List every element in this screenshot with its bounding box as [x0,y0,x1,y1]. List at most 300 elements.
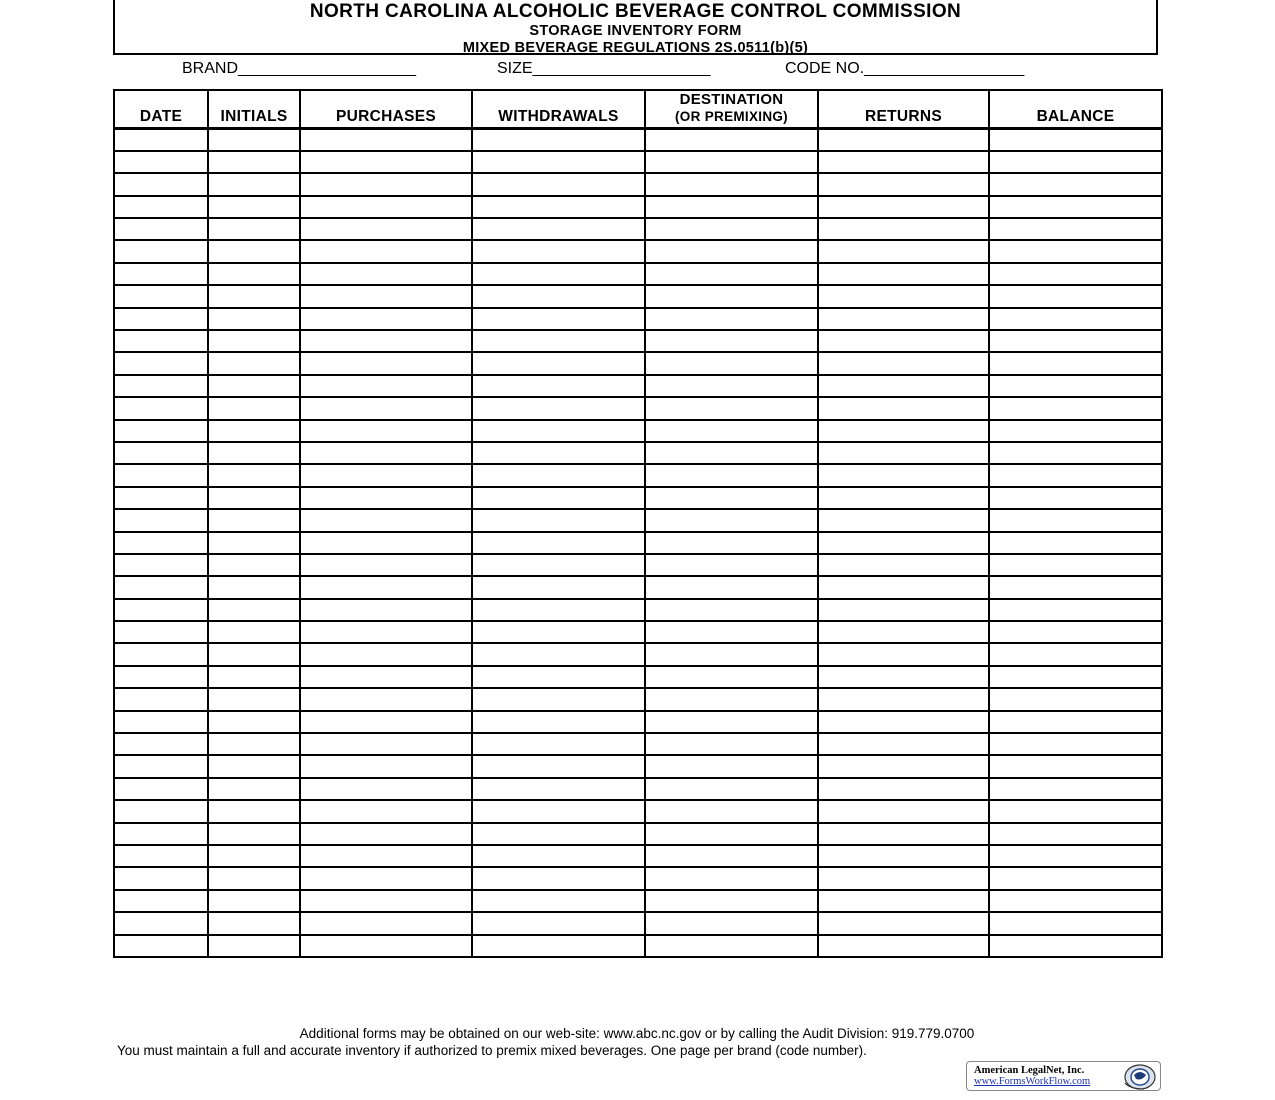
table-cell[interactable] [114,330,208,352]
table-cell[interactable] [989,173,1162,195]
table-cell[interactable] [472,129,645,151]
table-cell[interactable] [645,778,818,800]
table-cell[interactable] [645,308,818,330]
table-cell[interactable] [114,218,208,240]
table-row [114,352,1162,374]
table-cell[interactable] [472,263,645,285]
table-cell[interactable] [300,352,472,374]
table-cell[interactable] [300,464,472,486]
table-cell[interactable] [208,330,300,352]
table-cell[interactable] [645,263,818,285]
table-cell[interactable] [114,599,208,621]
table-cell[interactable] [300,129,472,151]
table-cell[interactable] [818,464,989,486]
table-cell[interactable] [472,711,645,733]
table-cell[interactable] [300,442,472,464]
table-cell[interactable] [208,711,300,733]
table-cell[interactable] [818,420,989,442]
table-cell[interactable] [208,151,300,173]
table-cell[interactable] [818,285,989,307]
table-cell[interactable] [208,196,300,218]
table-cell[interactable] [818,800,989,822]
table-cell[interactable] [645,576,818,598]
table-cell[interactable] [818,330,989,352]
table-cell[interactable] [472,532,645,554]
table-cell[interactable] [300,711,472,733]
table-cell[interactable] [818,173,989,195]
table-cell[interactable] [818,845,989,867]
table-body [114,129,1162,957]
table-cell[interactable] [114,196,208,218]
table-cell[interactable] [818,240,989,262]
table-cell[interactable] [472,912,645,934]
table-cell[interactable] [472,330,645,352]
table-cell[interactable] [114,151,208,173]
table-cell[interactable] [989,755,1162,777]
table-cell[interactable] [472,420,645,442]
table-cell[interactable] [300,599,472,621]
table-cell[interactable] [472,778,645,800]
table-cell[interactable] [989,890,1162,912]
table-cell[interactable] [645,711,818,733]
table-row [114,755,1162,777]
table-cell[interactable] [645,867,818,889]
table-cell[interactable] [989,935,1162,957]
table-cell[interactable] [818,823,989,845]
table-cell[interactable] [989,330,1162,352]
table-row [114,173,1162,195]
table-cell[interactable] [989,688,1162,710]
table-cell[interactable] [472,442,645,464]
column-header-withdrawals: WITHDRAWALS [472,90,645,129]
table-cell[interactable] [472,196,645,218]
table-cell[interactable] [645,420,818,442]
table-cell[interactable] [818,599,989,621]
table-cell[interactable] [645,554,818,576]
table-row [114,285,1162,307]
table-cell[interactable] [818,263,989,285]
table-cell[interactable] [300,912,472,934]
table-row [114,867,1162,889]
table-row [114,666,1162,688]
table-cell[interactable] [208,308,300,330]
table-cell[interactable] [300,375,472,397]
table-cell[interactable] [989,867,1162,889]
table-cell[interactable] [114,352,208,374]
column-header-returns: RETURNS [818,90,989,129]
table-cell[interactable] [472,576,645,598]
globe-icon [1120,1063,1158,1091]
table-cell[interactable] [114,576,208,598]
column-header-purchases: PURCHASES [300,90,472,129]
table-cell[interactable] [208,778,300,800]
table-cell[interactable] [645,240,818,262]
table-cell[interactable] [818,352,989,374]
table-cell[interactable] [114,755,208,777]
form-fields [182,59,1024,79]
table-cell[interactable] [472,688,645,710]
table-cell[interactable] [645,464,818,486]
table-cell[interactable] [818,196,989,218]
table-cell[interactable] [300,397,472,419]
table-cell[interactable] [114,845,208,867]
table-cell[interactable] [472,173,645,195]
table-row [114,935,1162,957]
table-cell[interactable] [208,576,300,598]
table-row [114,129,1162,151]
table-cell[interactable] [300,285,472,307]
column-header-initials: INITIALS [208,90,300,129]
table-row [114,800,1162,822]
table-row [114,487,1162,509]
table-cell[interactable] [818,308,989,330]
table-cell[interactable] [208,420,300,442]
table-cell[interactable] [300,151,472,173]
table-cell[interactable] [114,173,208,195]
table-cell[interactable] [208,666,300,688]
table-cell[interactable] [300,688,472,710]
table-cell[interactable] [300,576,472,598]
table-cell[interactable] [114,509,208,531]
table-cell[interactable] [300,823,472,845]
table-cell[interactable] [114,532,208,554]
table-cell[interactable] [472,464,645,486]
table-cell[interactable] [818,912,989,934]
table-cell[interactable] [208,733,300,755]
table-cell[interactable] [208,375,300,397]
table-cell[interactable] [114,643,208,665]
table-row [114,420,1162,442]
table-cell[interactable] [114,778,208,800]
table-cell[interactable] [989,778,1162,800]
table-cell[interactable] [300,733,472,755]
publisher-name: American LegalNet, Inc. [974,1065,1085,1076]
table-cell[interactable] [818,442,989,464]
table-cell[interactable] [818,375,989,397]
table-cell[interactable] [818,643,989,665]
table-cell[interactable] [300,532,472,554]
table-cell[interactable] [472,285,645,307]
table-cell[interactable] [208,397,300,419]
table-cell[interactable] [300,778,472,800]
table-cell[interactable] [114,800,208,822]
table-cell[interactable] [645,643,818,665]
table-cell[interactable] [989,733,1162,755]
table-cell[interactable] [208,285,300,307]
table-cell[interactable] [114,129,208,151]
table-cell[interactable] [818,867,989,889]
table-cell[interactable] [818,532,989,554]
table-cell[interactable] [114,823,208,845]
table-cell[interactable] [114,487,208,509]
table-cell[interactable] [818,733,989,755]
table-cell[interactable] [989,420,1162,442]
table-cell[interactable] [472,755,645,777]
table-cell[interactable] [208,352,300,374]
table-cell[interactable] [645,285,818,307]
table-cell[interactable] [208,890,300,912]
table-cell[interactable] [818,151,989,173]
table-cell[interactable] [472,151,645,173]
table-cell[interactable] [472,554,645,576]
table-cell[interactable] [208,755,300,777]
table-cell[interactable] [472,240,645,262]
table-cell[interactable] [114,935,208,957]
size-field[interactable]: SIZE____________________ [497,60,711,77]
table-cell[interactable] [114,420,208,442]
table-cell[interactable] [989,308,1162,330]
table-cell[interactable] [208,643,300,665]
table-cell[interactable] [208,218,300,240]
table-cell[interactable] [208,800,300,822]
table-row [114,464,1162,486]
destination-label: DESTINATION [679,91,784,108]
table-cell[interactable] [645,532,818,554]
table-cell[interactable] [114,867,208,889]
table-cell[interactable] [818,621,989,643]
table-cell[interactable] [208,599,300,621]
table-cell[interactable] [472,487,645,509]
table-cell[interactable] [208,487,300,509]
table-cell[interactable] [208,845,300,867]
table-cell[interactable] [300,845,472,867]
table-cell[interactable] [472,218,645,240]
table-cell[interactable] [472,935,645,957]
table-cell[interactable] [472,823,645,845]
table-cell[interactable] [472,867,645,889]
table-cell[interactable] [114,890,208,912]
table-cell[interactable] [645,442,818,464]
table-cell[interactable] [472,375,645,397]
table-cell[interactable] [300,867,472,889]
form-title: NORTH CAROLINA ALCOHOLIC BEVERAGE CONTROL COMMISSION [309,1,962,22]
table-cell[interactable] [300,621,472,643]
table-cell[interactable] [300,755,472,777]
table-cell[interactable] [989,397,1162,419]
table-row [114,532,1162,554]
table-cell[interactable] [818,711,989,733]
table-cell[interactable] [818,576,989,598]
table-cell[interactable] [300,890,472,912]
table-cell[interactable] [114,666,208,688]
table-cell[interactable] [472,352,645,374]
table-cell[interactable] [989,218,1162,240]
table-row [114,599,1162,621]
table-cell[interactable] [989,823,1162,845]
table-row [114,688,1162,710]
table-cell[interactable] [472,845,645,867]
table-cell[interactable] [989,240,1162,262]
table-cell[interactable] [989,576,1162,598]
table-cell[interactable] [645,129,818,151]
table-cell[interactable] [208,509,300,531]
table-cell[interactable] [114,464,208,486]
table-cell[interactable] [114,263,208,285]
table-cell[interactable] [208,823,300,845]
table-cell[interactable] [989,643,1162,665]
table-cell[interactable] [818,778,989,800]
table-cell[interactable] [114,375,208,397]
table-cell[interactable] [645,823,818,845]
table-row [114,263,1162,285]
table-cell[interactable] [114,733,208,755]
table-cell[interactable] [645,890,818,912]
table-cell[interactable] [989,263,1162,285]
publisher-link[interactable]: www.FormsWorkFlow.com [974,1076,1091,1087]
table-cell[interactable] [989,666,1162,688]
table-cell[interactable] [472,397,645,419]
table-cell[interactable] [208,867,300,889]
table-cell[interactable] [300,509,472,531]
table-cell[interactable] [645,218,818,240]
brand-field[interactable]: BRAND____________________ [182,60,416,77]
table-cell[interactable] [989,442,1162,464]
table-row [114,554,1162,576]
table-cell[interactable] [645,733,818,755]
table-cell[interactable] [472,800,645,822]
table-cell[interactable] [818,218,989,240]
table-cell[interactable] [208,263,300,285]
table-cell[interactable] [645,397,818,419]
table-cell[interactable] [645,487,818,509]
table-cell[interactable] [645,352,818,374]
table-cell[interactable] [114,912,208,934]
table-cell[interactable] [208,912,300,934]
publisher-logo [966,1061,1161,1091]
form-regulation: MIXED BEVERAGE REGULATIONS 2S.0511(b)(5) [462,40,809,56]
table-cell[interactable] [818,890,989,912]
table-cell[interactable] [645,375,818,397]
table-cell[interactable] [208,464,300,486]
table-cell[interactable] [989,487,1162,509]
table-cell[interactable] [208,688,300,710]
table-cell[interactable] [989,621,1162,643]
table-cell[interactable] [645,688,818,710]
table-cell[interactable] [645,666,818,688]
table-cell[interactable] [989,599,1162,621]
table-cell[interactable] [645,755,818,777]
table-row [114,375,1162,397]
table-cell[interactable] [472,643,645,665]
code-number-field[interactable]: CODE NO.__________________ [785,60,1025,77]
table-cell[interactable] [472,733,645,755]
table-cell[interactable] [472,666,645,688]
table-cell[interactable] [300,800,472,822]
table-row [114,442,1162,464]
table-cell[interactable] [114,711,208,733]
table-cell[interactable] [989,711,1162,733]
table-cell[interactable] [114,285,208,307]
table-cell[interactable] [300,308,472,330]
table-cell[interactable] [989,129,1162,151]
table-cell[interactable] [300,196,472,218]
table-cell[interactable] [818,554,989,576]
table-cell[interactable] [208,532,300,554]
table-cell[interactable] [208,129,300,151]
table-cell[interactable] [114,688,208,710]
table-cell[interactable] [114,621,208,643]
table-row [114,240,1162,262]
table-cell[interactable] [645,935,818,957]
table-cell[interactable] [300,666,472,688]
table-row [114,621,1162,643]
table-cell[interactable] [472,890,645,912]
table-cell[interactable] [989,464,1162,486]
table-cell[interactable] [114,308,208,330]
table-cell[interactable] [818,129,989,151]
table-cell[interactable] [818,935,989,957]
table-cell[interactable] [818,397,989,419]
table-cell[interactable] [300,935,472,957]
table-cell[interactable] [645,509,818,531]
table-cell[interactable] [208,173,300,195]
table-cell[interactable] [472,509,645,531]
table-cell[interactable] [818,688,989,710]
table-cell[interactable] [645,330,818,352]
table-cell[interactable] [818,755,989,777]
table-cell[interactable] [300,420,472,442]
table-cell[interactable] [300,218,472,240]
table-cell[interactable] [645,196,818,218]
table-cell[interactable] [989,285,1162,307]
table-cell[interactable] [472,599,645,621]
table-cell[interactable] [114,240,208,262]
table-cell[interactable] [989,800,1162,822]
table-row [114,823,1162,845]
table-cell[interactable] [645,621,818,643]
table-cell[interactable] [114,554,208,576]
table-cell[interactable] [300,643,472,665]
table-cell[interactable] [472,621,645,643]
table-cell[interactable] [645,800,818,822]
table-cell[interactable] [300,173,472,195]
table-cell[interactable] [300,487,472,509]
table-cell[interactable] [989,196,1162,218]
table-cell[interactable] [989,352,1162,374]
table-cell[interactable] [645,912,818,934]
table-cell[interactable] [300,554,472,576]
table-cell[interactable] [645,173,818,195]
table-cell[interactable] [208,442,300,464]
table-cell[interactable] [989,509,1162,531]
table-cell[interactable] [989,845,1162,867]
table-cell[interactable] [208,554,300,576]
table-cell[interactable] [645,599,818,621]
table-cell[interactable] [989,151,1162,173]
table-cell[interactable] [114,397,208,419]
table-cell[interactable] [300,330,472,352]
table-cell[interactable] [818,487,989,509]
table-cell[interactable] [208,935,300,957]
table-cell[interactable] [645,845,818,867]
table-cell[interactable] [472,308,645,330]
table-cell[interactable] [645,151,818,173]
table-cell[interactable] [114,442,208,464]
table-cell[interactable] [208,621,300,643]
table-row [114,576,1162,598]
table-cell[interactable] [300,240,472,262]
table-cell[interactable] [208,240,300,262]
table-cell[interactable] [989,375,1162,397]
table-cell[interactable] [989,912,1162,934]
table-cell[interactable] [300,263,472,285]
table-cell[interactable] [818,666,989,688]
table-cell[interactable] [989,532,1162,554]
table-cell[interactable] [989,554,1162,576]
table-cell[interactable] [818,509,989,531]
table-row [114,330,1162,352]
table-row [114,733,1162,755]
